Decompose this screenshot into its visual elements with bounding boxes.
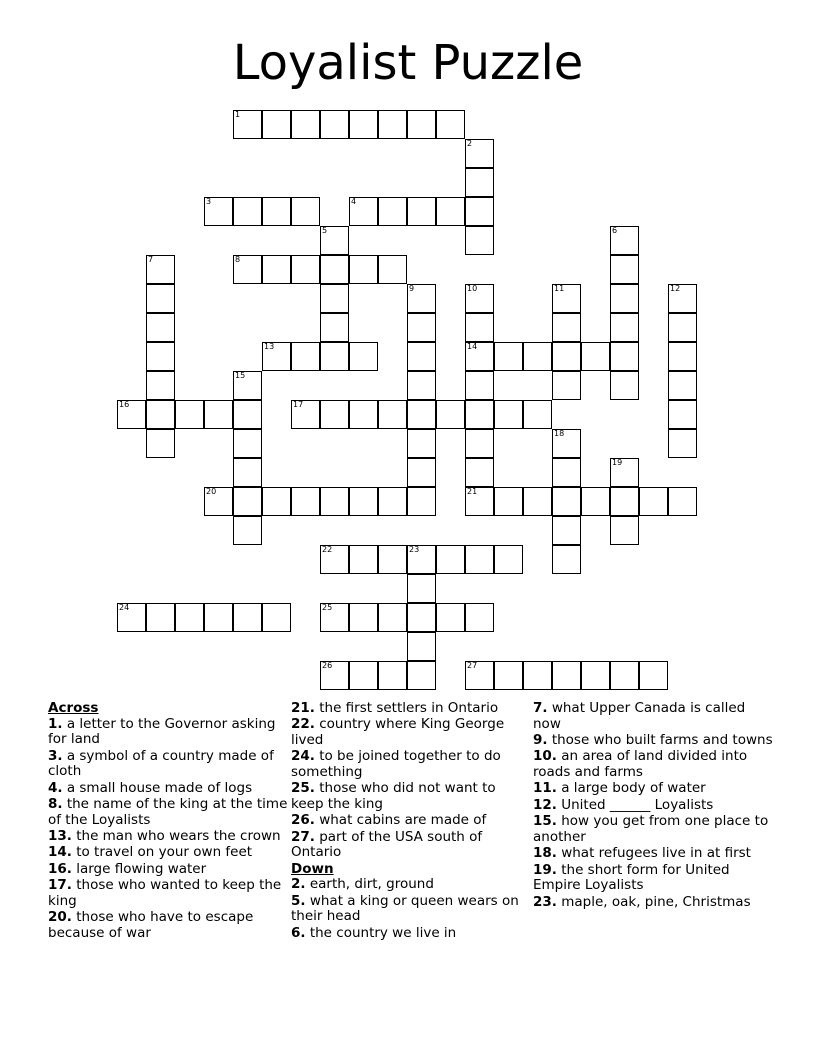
grid-cell[interactable] [407, 632, 436, 661]
grid-cell[interactable] [175, 400, 204, 429]
grid-cell[interactable] [465, 139, 494, 168]
grid-cell[interactable] [204, 197, 233, 226]
grid-cell[interactable] [233, 110, 262, 139]
grid-cell[interactable] [146, 313, 175, 342]
grid-cell[interactable] [407, 458, 436, 487]
clue-item: 20. those who have to escape because of war [48, 909, 254, 941]
grid-cell[interactable] [668, 371, 697, 400]
grid-cell[interactable] [465, 458, 494, 487]
grid-cell[interactable] [349, 110, 378, 139]
grid-cell[interactable] [523, 400, 552, 429]
clue-number: 5 [322, 226, 328, 235]
grid-cell[interactable] [668, 284, 697, 313]
grid-cell[interactable] [146, 371, 175, 400]
grid-cell[interactable] [349, 603, 378, 632]
clue-number: 22 [322, 545, 333, 554]
grid-cell[interactable] [436, 197, 465, 226]
clue-item: 19. the short form for United Empire Loyalists [533, 861, 730, 894]
grid-cell[interactable] [378, 487, 407, 516]
grid-cell[interactable] [581, 487, 610, 516]
grid-cell[interactable] [552, 661, 581, 690]
clue-number: 14 [467, 342, 478, 351]
grid-cell[interactable] [233, 429, 262, 458]
grid-cell[interactable] [610, 458, 639, 487]
grid-cell[interactable] [291, 400, 320, 429]
grid-cell[interactable] [668, 342, 697, 371]
grid-cell[interactable] [610, 661, 639, 690]
clue-item: 24. to be joined together to do something [291, 748, 501, 780]
grid-cell[interactable] [581, 342, 610, 371]
grid-cell[interactable] [378, 603, 407, 632]
clue-item: 18. what refugees live in at first [533, 845, 751, 862]
clue-item: 25. those who did not want to keep the king [291, 780, 496, 812]
clue-number: 21 [467, 487, 478, 496]
grid-cell[interactable] [175, 603, 204, 632]
grid-cell[interactable] [552, 342, 581, 371]
grid-cell[interactable] [349, 400, 378, 429]
clue-number: 15 [235, 371, 246, 380]
grid-cell[interactable] [465, 400, 494, 429]
clue-number: 26 [322, 661, 333, 670]
grid-cell[interactable] [320, 661, 349, 690]
grid-cell[interactable] [320, 226, 349, 255]
grid-cell[interactable] [320, 255, 349, 284]
grid-cell[interactable] [349, 255, 378, 284]
grid-cell[interactable] [407, 342, 436, 371]
grid-cell[interactable] [146, 400, 175, 429]
clue-number: 10 [467, 284, 478, 293]
grid-cell[interactable] [407, 400, 436, 429]
grid-cell[interactable] [436, 400, 465, 429]
grid-cell[interactable] [436, 545, 465, 574]
grid-cell[interactable] [523, 342, 552, 371]
grid-cell[interactable] [494, 342, 523, 371]
clues-column-3 [533, 701, 773, 911]
clue-item: 12. United ______ Loyalists [533, 796, 714, 813]
clue-item: 15. how you get from one place to another [533, 813, 769, 845]
grid-cell[interactable] [262, 342, 291, 371]
clue-item: 9. those who built farms and towns [533, 731, 773, 748]
grid-cell[interactable] [378, 110, 407, 139]
clue-number: 8 [235, 255, 241, 264]
grid-cell[interactable] [465, 284, 494, 313]
grid-cell[interactable] [407, 487, 436, 516]
grid-cell[interactable] [407, 197, 436, 226]
grid-cell[interactable] [465, 661, 494, 690]
grid-cell[interactable] [378, 661, 407, 690]
grid-cell[interactable] [581, 661, 610, 690]
clue-item: 6. the country we live in [291, 924, 457, 941]
clue-item: 2. earth, dirt, ground [291, 876, 434, 893]
grid-cell[interactable] [204, 400, 233, 429]
grid-cell[interactable] [349, 197, 378, 226]
grid-cell[interactable] [146, 284, 175, 313]
grid-cell[interactable] [465, 197, 494, 226]
grid-cell[interactable] [436, 603, 465, 632]
grid-cell[interactable] [407, 545, 436, 574]
grid-cell[interactable] [233, 197, 262, 226]
grid-cell[interactable] [610, 516, 639, 545]
grid-cell[interactable] [610, 487, 639, 516]
clue-number: 2 [467, 139, 473, 148]
grid-cell[interactable] [291, 197, 320, 226]
across-header: Across [48, 700, 99, 716]
grid-cell[interactable] [320, 284, 349, 313]
grid-cell[interactable] [639, 487, 668, 516]
clue-number: 13 [264, 342, 275, 351]
grid-cell[interactable] [146, 255, 175, 284]
clue-number: 11 [554, 284, 565, 293]
clue-item: 10. an area of land divided into roads and farms [533, 748, 748, 780]
grid-cell[interactable] [668, 429, 697, 458]
grid-cell[interactable] [668, 313, 697, 342]
grid-cell[interactable] [610, 284, 639, 313]
grid-cell[interactable] [320, 342, 349, 371]
grid-cell[interactable] [378, 545, 407, 574]
grid-cell[interactable] [552, 458, 581, 487]
grid-cell[interactable] [146, 603, 175, 632]
clue-number: 4 [351, 197, 357, 206]
clue-item: 1. a letter to the Governor asking for land [48, 715, 276, 748]
grid-cell[interactable] [320, 487, 349, 516]
grid-cell[interactable] [465, 487, 494, 516]
clue-item: 14. to travel on your own feet [48, 844, 253, 861]
grid-cell[interactable] [349, 661, 378, 690]
grid-cell[interactable] [494, 400, 523, 429]
grid-cell[interactable] [407, 574, 436, 603]
grid-cell[interactable] [494, 545, 523, 574]
grid-cell[interactable] [465, 603, 494, 632]
grid-cell[interactable] [233, 255, 262, 284]
clue-item: 27. part of the USA south of Ontario [291, 828, 483, 861]
grid-cell[interactable] [320, 603, 349, 632]
grid-cell[interactable] [523, 661, 552, 690]
grid-cell[interactable] [552, 284, 581, 313]
grid-cell[interactable] [494, 487, 523, 516]
clue-number: 18 [554, 429, 565, 438]
grid-cell[interactable] [465, 371, 494, 400]
grid-cell[interactable] [291, 110, 320, 139]
grid-cell[interactable] [117, 603, 146, 632]
grid-cell[interactable] [552, 545, 581, 574]
grid-cell[interactable] [378, 197, 407, 226]
grid-cell[interactable] [610, 226, 639, 255]
grid-cell[interactable] [349, 545, 378, 574]
grid-cell[interactable] [465, 226, 494, 255]
grid-cell[interactable] [465, 429, 494, 458]
clue-number: 16 [119, 400, 130, 409]
grid-cell[interactable] [465, 545, 494, 574]
grid-cell[interactable] [610, 371, 639, 400]
clue-number: 23 [409, 545, 420, 554]
clue-item: 23. maple, oak, pine, Christmas [533, 893, 751, 910]
grid-cell[interactable] [610, 255, 639, 284]
grid-cell[interactable] [552, 429, 581, 458]
grid-cell[interactable] [291, 487, 320, 516]
grid-cell[interactable] [552, 371, 581, 400]
clue-item: 5. what a king or queen wears on their head [291, 892, 519, 925]
clue-number: 7 [148, 255, 154, 264]
grid-cell[interactable] [233, 603, 262, 632]
grid-cell[interactable] [320, 545, 349, 574]
puzzle-title: Loyalist Puzzle [232, 35, 584, 91]
clues-column-1 [48, 701, 288, 942]
grid-cell[interactable] [552, 516, 581, 545]
grid-cell[interactable] [407, 371, 436, 400]
grid-cell[interactable] [233, 400, 262, 429]
grid-cell[interactable] [407, 661, 436, 690]
grid-cell[interactable] [204, 603, 233, 632]
grid-cell[interactable] [465, 313, 494, 342]
grid-cell[interactable] [378, 400, 407, 429]
grid-cell[interactable] [320, 400, 349, 429]
grid-cell[interactable] [233, 487, 262, 516]
grid-cell[interactable] [262, 197, 291, 226]
clue-number: 9 [409, 284, 415, 293]
grid-cell[interactable] [320, 110, 349, 139]
grid-cell[interactable] [349, 342, 378, 371]
clue-number: 3 [206, 197, 212, 206]
grid-cell[interactable] [320, 313, 349, 342]
grid-cell[interactable] [262, 110, 291, 139]
grid-cell[interactable] [233, 371, 262, 400]
grid-cell[interactable] [610, 313, 639, 342]
clue-number: 17 [293, 400, 304, 409]
grid-cell[interactable] [552, 487, 581, 516]
grid-cell[interactable] [349, 487, 378, 516]
clue-item: 4. a small house made of logs [48, 779, 253, 796]
grid-cell[interactable] [204, 487, 233, 516]
grid-cell[interactable] [610, 342, 639, 371]
grid-cell[interactable] [407, 603, 436, 632]
grid-cell[interactable] [407, 313, 436, 342]
grid-cell[interactable] [465, 342, 494, 371]
grid-cell[interactable] [378, 255, 407, 284]
grid-cell[interactable] [407, 284, 436, 313]
clue-item: 16. large flowing water [48, 860, 207, 877]
grid-cell[interactable] [407, 429, 436, 458]
grid-cell[interactable] [262, 603, 291, 632]
clue-item: 7. what Upper Canada is called now [533, 700, 746, 732]
clue-number: 24 [119, 603, 130, 612]
grid-cell[interactable] [146, 429, 175, 458]
clue-item: 21. the first settlers in Ontario [291, 700, 499, 716]
clue-item: 26. what cabins are made of [291, 812, 487, 829]
clue-item: 13. the man who wears the crown [48, 827, 281, 844]
clue-number: 12 [670, 284, 681, 293]
grid-cell[interactable] [552, 313, 581, 342]
clues-column-2 [291, 701, 531, 942]
grid-cell[interactable] [291, 342, 320, 371]
grid-cell[interactable] [117, 400, 146, 429]
grid-cell[interactable] [233, 516, 262, 545]
grid-cell[interactable] [262, 255, 291, 284]
clue-item: 22. country where King George lived [291, 716, 505, 748]
grid-cell[interactable] [146, 342, 175, 371]
grid-cell[interactable] [668, 400, 697, 429]
clue-number: 20 [206, 487, 217, 496]
clue-number: 19 [612, 458, 623, 467]
clue-number: 25 [322, 603, 333, 612]
clue-number: 27 [467, 661, 478, 670]
grid-cell[interactable] [639, 661, 668, 690]
grid-cell[interactable] [233, 458, 262, 487]
grid-cell[interactable] [436, 110, 465, 139]
clue-item: 11. a large body of water [533, 780, 706, 797]
clue-number: 6 [612, 226, 618, 235]
grid-cell[interactable] [668, 487, 697, 516]
clue-item: 17. those who wanted to keep the king [48, 877, 282, 909]
grid-cell[interactable] [523, 487, 552, 516]
grid-cell[interactable] [465, 168, 494, 197]
grid-cell[interactable] [262, 487, 291, 516]
grid-cell[interactable] [407, 110, 436, 139]
clue-item: 8. the name of the king at the time of the Loyalists [48, 795, 288, 828]
grid-cell[interactable] [291, 255, 320, 284]
grid-cell[interactable] [494, 661, 523, 690]
down-header: Down [291, 860, 334, 877]
clue-item: 3. a symbol of a country made of cloth [48, 747, 274, 780]
clue-number: 1 [235, 110, 241, 119]
